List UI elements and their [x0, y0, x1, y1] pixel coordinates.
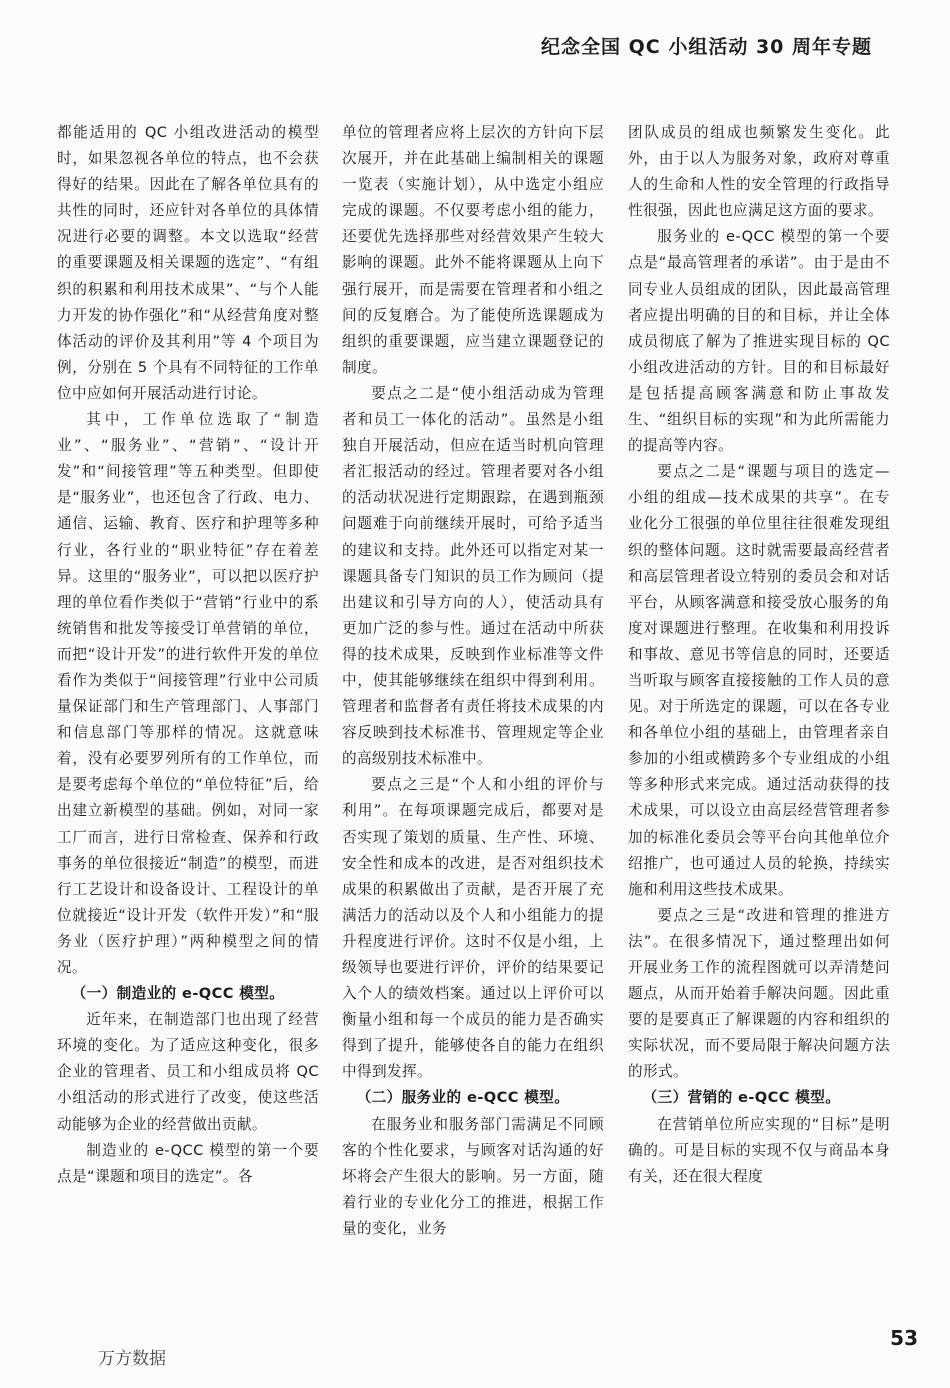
paragraph: 服务业的 e-QCC 模型的第一个要点是“最高管理者的承诺”。由于是由不同专业人员组成的团队，因此最高管理者应提出明确的目的和目标，并让全体成员彻底了解为了推进实现目标的 QC 小组改进活动的方针。目的和目标最好是包括提高顾客满意和防止事故发生、“组织目标的实现”和为此所需能力的提高等内容。 — [628, 228, 890, 455]
paragraph: 要点之三是“个人和小组的评价与利用”。在每项课题完成后，都要对是否实现了策划的质量、生产性、环境、安全性和成本的改进，是否对组织技术成果的积累做出了贡献，是否开展了充满活力的活动以及个人和小组能力的提升程度进行评价。这时不仅是小组，上级领导也要进行评价，评价的结果要记入个人的绩效档案。通过以上评价可以衡量小组和每一个成员的能力是否确实得到了提升，能够使各自的能力在组织中得到发挥。 — [342, 776, 604, 1081]
section-heading: （一）制造业的 e-QCC 模型。 — [71, 985, 285, 1003]
text-column-2 — [342, 120, 604, 1242]
paragraph: 制造业的 e-QCC 模型的第一个要点是“课题和项目的选定”。各 — [57, 1141, 319, 1185]
paragraph: 都能适用的 QC 小组改进活动的模型时，如果忽视各单位的特点，也不会获得好的结果。因此在了解各单位具有的共性的同时，还应针对各单位的具体情况进行必要的调整。本文以选取“经营的重要课题及相关课题的选定”、“有组织的积累和利用技术成果”、“与个人能力开发的协作强化”和“从经营角度对整体活动的评价及其利用”等 4 个项目为例，分别在 5 个具有不同特征的工作单位中应如何开展活动进行讨论。 — [57, 124, 319, 402]
paragraph: 在营销单位所应实现的“目标”是明确的。可是目标的实现不仅与商品本身有关，还在很大程度 — [628, 1115, 890, 1185]
paragraph: 要点之二是“课题与项目的选定—小组的组成—技术成果的共享”。在专业化分工很强的单位里往往很难发现组织的整体问题。这时就需要最高经营者和高层管理者设立特别的委员会和对话平台，从顾客满意和接受放心服务的角度对课题进行整理。在收集和利用投诉和事故、意见书等信息的同时，还要适当听取与顾客直接接触的工作人员的意见。对于所选定的课题，可以在各专业和各单位小组的基础上，由管理者亲自参加的小组或横跨多个专业组成的小组等多种形式来完成。通过活动获得的技术成果，可以设立由高层经营管理者参加的标准化委员会等平台向其他单位介绍推广，也可通过人员的轮换，持续实施和利用这些技术成果。 — [628, 463, 890, 898]
section-heading: （三）营销的 e-QCC 模型。 — [642, 1089, 841, 1107]
text-column-3 — [628, 120, 890, 1190]
paragraph: 要点之三是“改进和管理的推进方法”。在很多情况下，通过整理出如何开展业务工作的流程图就可以弄清楚问题点，从而开始着手解决问题。因此重要的是要真正了解课题的内容和组织的实际状况，而不要局限于解决问题方法的形式。 — [628, 906, 890, 1081]
paragraph: 要点之二是“使小组活动成为管理者和员工一体化的活动”。虽然是小组独自开展活动，但应在适当时机向管理者汇报活动的经过。管理者要对各小组的活动状况进行定期跟踪，在遇到瓶颈问题难于向前继续开展时，可给予适当的建议和支持。此外还可以指定对某一课题具备专门知识的员工作为顾问（提出建议和引导方向的人），使活动具有更加广泛的参与性。通过在活动中所获得的技术成果，反映到作业标准等文件中，使其能够继续在组织中得到利用。管理者和监督者有责任将技术成果的内容反映到技术标准书、管理规定等企业的高级别技术标准中。 — [342, 384, 604, 768]
paragraph: 单位的管理者应将上层次的方针向下层次展开，并在此基础上编制相关的课题一览表（实施计划），从中选定小组应完成的课题。不仅要考虑小组的能力，还要优先选择那些对经营效果产生较大影响的课题。此外不能将课题从上向下强行展开，而是需要在管理者和小组之间的反复磨合。为了能使所选课题成为组织的重要课题，应当建立课题登记的制度。 — [342, 124, 604, 376]
text-column-1 — [57, 120, 319, 1190]
source-watermark: 万方数据 — [98, 1349, 166, 1369]
paragraph: 团队成员的组成也频繁发生变化。此外，由于以人为服务对象，政府对尊重人的生命和人性的安全管理的行政指导性很强，因此也应满足这方面的要求。 — [628, 124, 890, 220]
paragraph: 近年来，在制造部门也出现了经营环境的变化。为了适应这种变化，很多企业的管理者、员工和小组成员将 QC 小组活动的形式进行了改变，使这些活动能够为企业的经营做出贡献。 — [57, 1011, 319, 1133]
section-heading: （二）服务业的 e-QCC 模型。 — [356, 1089, 570, 1107]
running-header: 纪念全国 QC 小组活动 30 周年专题 — [541, 36, 872, 58]
page-number: 53 — [890, 1326, 918, 1350]
paragraph: 在服务业和服务部门需满足不同顾客的个性化要求，与顾客对话沟通的好坏将会产生很大的影响。另一方面，随着行业的专业化分工的推进，根据工作量的变化，业务 — [342, 1115, 604, 1237]
paragraph: 其中，工作单位选取了“制造业”、“服务业”、“营销”、“设计开发”和“间接管理”等五种类型。但即使是“服务业”，也还包含了行政、电力、通信、运输、教育、医疗和护理等多种行业，各行业的“职业特征”存在着差异。这里的“服务业”，可以把以医疗护理的单位看作类似于“营销”行业中的系统销售和批发等接受订单营销的单位，而把“设计开发”的进行软件开发的单位看作为类似于“间接管理”行业中公司质量保证部门和生产管理部门、人事部门和信息部门等那样的情况。这就意味着，没有必要罗列所有的工作单位，而是要考虑每个单位的“单位特征”后，给出建立新模型的基础。例如，对同一家工厂而言，进行日常检查、保养和行政事务的单位很接近“制造”的模型，而进行工艺设计和设备设计、工程设计的单位就接近“设计开发（软件开发）”和“服务业（医疗护理）”两种模型之间的情况。 — [57, 411, 319, 976]
